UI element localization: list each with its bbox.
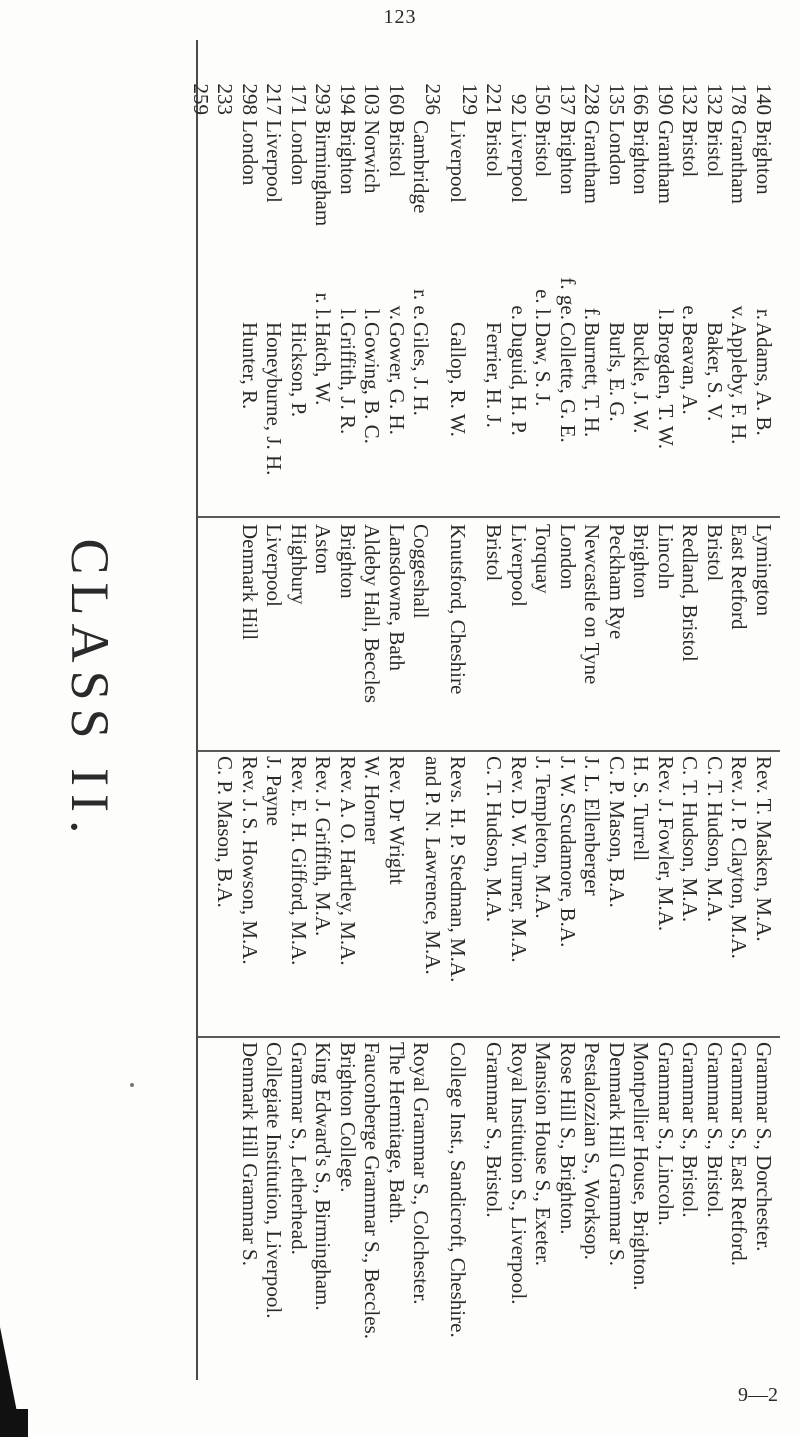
subject-marks: r.	[752, 308, 776, 320]
school: Grammar S., Lincoln.	[654, 1042, 678, 1226]
examination-centre: Liverpool	[262, 120, 287, 203]
marks-value: 293	[311, 83, 336, 115]
marks-value: 92	[507, 94, 531, 115]
candidate-name: Gower, G. H.	[385, 322, 409, 435]
candidate-name: Duguid, H. P.	[507, 322, 531, 436]
teacher: Rev. Dr Wright	[385, 756, 409, 885]
residence: Liverpool	[262, 524, 287, 607]
teacher: W. Horner	[360, 756, 385, 844]
school-column	[198, 1042, 780, 1387]
examination-centre: Bristol	[482, 120, 507, 178]
teacher: Revs. H. P. Stedman, M.A.	[446, 756, 470, 983]
class-title: CLASS II.	[60, 538, 120, 842]
marks-value: 178	[727, 83, 752, 115]
teacher: J. Templeton, M.A.	[531, 756, 556, 919]
examination-centre: Birmingham	[311, 120, 336, 227]
candidate-name: Collette, G. E.	[556, 322, 580, 443]
examination-centre: Grantham	[654, 120, 678, 204]
teacher: J. W. Scudamore, B.A.	[556, 756, 580, 948]
candidate-name: Gallop, R. W.	[446, 322, 470, 437]
teacher: J. Payne	[262, 756, 287, 826]
subject-marks: v.	[727, 305, 752, 320]
marks-value: 150	[531, 83, 556, 115]
candidate-name: Griffith, J. R.	[336, 322, 360, 435]
examination-centre: Grantham	[727, 120, 752, 204]
residence: London	[556, 524, 580, 590]
candidate-names-column	[198, 322, 780, 510]
candidate-name: Hunter, R.	[238, 322, 262, 410]
subject-marks: e.	[678, 305, 703, 320]
subject-marks: f.	[580, 307, 605, 320]
residence: Brighton	[629, 524, 654, 599]
subject-marks: l.	[360, 308, 385, 320]
examination-centre: Bristol	[385, 120, 409, 178]
subject-marks: l.	[336, 308, 360, 320]
teacher: C. T. Hudson, M.A.	[482, 756, 507, 923]
examination-centre: London	[287, 120, 311, 186]
marks-value: 135	[605, 83, 629, 115]
school: The Hermitage, Bath.	[385, 1042, 409, 1224]
candidate-name: Honeyburne, J. H.	[262, 322, 287, 476]
candidate-name: Appleby, F. H.	[727, 322, 752, 445]
examination-centre: London	[605, 120, 629, 186]
column-rule-2	[198, 750, 780, 752]
signature-mark: 9—2	[738, 1384, 778, 1406]
column-rule-3	[198, 1036, 780, 1038]
marks-value: 129	[458, 83, 482, 115]
teacher: H. S. Turrell	[629, 756, 654, 862]
residence: Lincoln	[654, 524, 678, 590]
examination-centre: Liverpool	[446, 120, 470, 203]
marks-value: 259	[189, 83, 213, 115]
candidate-name: Baker, S. V.	[703, 322, 727, 422]
examination-centre: Brighton	[556, 120, 580, 195]
subject-marks: v.	[385, 305, 409, 320]
examination-centre: Grantham	[580, 120, 605, 204]
school: Collegiate Institution, Liverpool.	[262, 1042, 287, 1319]
marks-value: 140	[752, 83, 776, 115]
subject-marks: e.	[507, 305, 531, 320]
residence: Bristol	[703, 524, 727, 582]
marks-value: 236	[421, 83, 446, 115]
residence: Liverpool	[507, 524, 531, 607]
marks-value: 132	[703, 83, 727, 115]
residence: Peckham Rye	[605, 524, 629, 640]
school: Grammar S., Bristol.	[678, 1042, 703, 1218]
candidate-name: Brogden, T. W.	[654, 322, 678, 449]
teacher: Rev. J. P. Clayton, M.A.	[727, 756, 752, 959]
candidate-name: Hickson, P.	[287, 322, 311, 418]
residence: Denmark Hill	[238, 524, 262, 641]
marks-value: 166	[629, 83, 654, 115]
marks-value: 194	[336, 83, 360, 115]
teacher: Rev. A. O. Hartley, M.A.	[336, 756, 360, 966]
school: Royal Grammar S., Colchester.	[409, 1042, 434, 1305]
candidate-name: Ferrier, H. J.	[482, 322, 507, 428]
school: Grammar S., Letherhead.	[287, 1042, 311, 1255]
school: Pestalozzian S., Worksop.	[580, 1042, 605, 1260]
speck	[130, 1083, 134, 1087]
marks-value: 298	[238, 83, 262, 115]
residence: Highbury	[287, 524, 311, 605]
subject-marks: r. e.	[409, 289, 434, 320]
column-rule-1	[198, 516, 780, 518]
examination-centre: Liverpool	[507, 120, 531, 203]
marks-value: 190	[654, 83, 678, 115]
school: Rose Hill S., Brighton.	[556, 1042, 580, 1235]
school: Grammar S., Dorchester.	[752, 1042, 776, 1252]
school: Denmark Hill Grammar S.	[605, 1042, 629, 1266]
examination-centres-column	[198, 120, 780, 260]
teacher: Rev. J. S. Howson, M.A.	[238, 756, 262, 965]
teacher: Rev. E. H. Gifford, M.A.	[287, 756, 311, 966]
marks-value: 217	[262, 83, 287, 115]
school: Denmark Hill Grammar S.	[238, 1042, 262, 1266]
teacher: Rev. T. Masken, M.A.	[752, 756, 776, 942]
residence: Lansdowne, Bath	[385, 524, 409, 671]
teacher: C. P. Mason, B.A.	[605, 756, 629, 908]
teacher: Rev. D. W. Turner, M.A.	[507, 756, 531, 963]
residence: Knutsford, Cheshire	[446, 524, 470, 695]
marks-value: 103	[360, 83, 385, 115]
marks-value: 132	[678, 83, 703, 115]
teacher: and P. N. Lawrence, M.A.	[421, 756, 446, 975]
subject-marks: l.	[654, 308, 678, 320]
residence-column	[198, 524, 780, 746]
candidate-name: Giles, J. H.	[409, 322, 434, 416]
teacher: Rev. J. Griffith, M.A.	[311, 756, 336, 937]
subject-marks: r. l.	[311, 292, 336, 320]
school: Royal Institution S., Liverpool.	[507, 1042, 531, 1305]
class-title-area	[30, 538, 150, 842]
examination-centre: Bristol	[703, 120, 727, 178]
examination-centre: Brighton	[752, 120, 776, 195]
school: Brighton College.	[336, 1042, 360, 1193]
residence: Coggeshall	[409, 524, 434, 619]
teacher: C. P. Mason, B.A.	[213, 756, 238, 908]
marks-value: 137	[556, 83, 580, 115]
school: Grammar S., Bristol.	[703, 1042, 727, 1218]
school: Mansion House S., Exeter.	[531, 1042, 556, 1266]
page-number: 123	[383, 6, 417, 28]
teacher-column	[198, 756, 780, 1028]
candidate-name: Hatch, W.	[311, 322, 336, 406]
school: King Edward's S., Birmingham.	[311, 1042, 336, 1311]
candidate-name: Daw, S. J.	[531, 322, 556, 407]
examination-centre: Cambridge	[409, 120, 434, 214]
residence: East Retford	[727, 524, 752, 630]
candidate-name: Buckle, J. W.	[629, 322, 654, 434]
candidate-name: Burnett, T. H.	[580, 322, 605, 438]
examination-centre: Brighton	[336, 120, 360, 195]
examination-centre: London	[238, 120, 262, 186]
school: Grammar S., East Retford.	[727, 1042, 752, 1266]
residence: Redland, Bristol	[678, 524, 703, 662]
residence: Bristol	[482, 524, 507, 582]
residence: Brighton	[336, 524, 360, 599]
examination-centre: Brighton	[629, 120, 654, 195]
residence: Newcastle on Tyne	[580, 524, 605, 685]
school: Fauconberge Grammar S., Beccles.	[360, 1042, 385, 1340]
marks-column	[189, 40, 780, 115]
candidate-name: Gowing, B. C.	[360, 322, 385, 444]
school: Montpellier House, Brighton.	[629, 1042, 654, 1291]
class-list-table	[189, 40, 780, 1390]
candidate-name: Adams, A. B.	[752, 322, 776, 436]
teacher: J. L. Ellenberger	[580, 756, 605, 896]
school: Grammar S., Bristol.	[482, 1042, 507, 1218]
residence: Aldeby Hall, Beccles	[360, 524, 385, 704]
examination-centre: Bristol	[678, 120, 703, 178]
examination-centre: Bristol	[531, 120, 556, 178]
candidate-name: Beavan, A.	[678, 322, 703, 415]
residence: Aston	[311, 524, 336, 575]
residence: Torquay	[531, 524, 556, 594]
candidate-name: Burls, E. G.	[605, 322, 629, 422]
marks-value: 160	[385, 83, 409, 115]
residence: Lymington	[752, 524, 776, 617]
subject-marks: f. ge.	[556, 277, 580, 320]
teacher: Rev. J. Fowler, M.A.	[654, 756, 678, 932]
subject-marks: e. l.	[531, 289, 556, 320]
subject-marks-column	[198, 262, 780, 320]
marks-value: 228	[580, 83, 605, 115]
marks-value: 233	[213, 83, 238, 115]
school: College Inst., Sandicroft, Cheshire.	[446, 1042, 470, 1338]
rotated-table	[189, 40, 780, 1390]
marks-value: 171	[287, 83, 311, 115]
teacher: C. T. Hudson, M.A.	[678, 756, 703, 923]
marks-value: 221	[482, 83, 507, 115]
corner-shadow-block	[0, 1409, 28, 1437]
teacher: C. T. Hudson, M.A.	[703, 756, 727, 923]
examination-centre: Norwich	[360, 120, 385, 194]
